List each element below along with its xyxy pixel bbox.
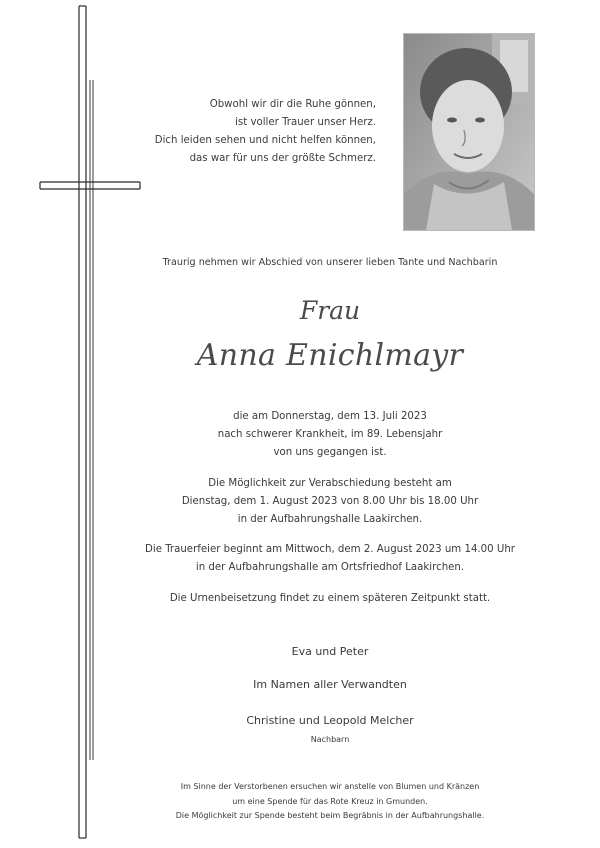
ceremony-info xyxy=(0,541,600,577)
death-notice-line: von uns gegangen ist. xyxy=(273,447,387,458)
poem xyxy=(76,96,376,168)
portrait-image xyxy=(404,34,534,230)
farewell-line: in der Aufbahrungshalle Laakirchen. xyxy=(237,514,423,525)
ceremony-line: in der Aufbahrungshalle am Ortsfriedhof Laakirchen. xyxy=(195,562,465,573)
farewell-line: Die Möglichkeit zur Verabschiedung besteht am xyxy=(208,478,452,489)
portrait-photo xyxy=(403,33,535,231)
mourner-neighbors-role: Nachbarn xyxy=(310,735,350,744)
poem-line: Obwohl wir dir die Ruhe gönnen, xyxy=(209,99,376,110)
ceremony-line: Die Trauerfeier beginnt am Mittwoch, dem 2. August 2023 um 14.00 Uhr xyxy=(145,544,515,555)
farewell-line: Dienstag, dem 1. August 2023 von 8.00 Uhr bis 18.00 Uhr xyxy=(181,496,479,507)
donation-note xyxy=(0,780,600,824)
death-notice xyxy=(0,408,600,462)
death-notice-line: die am Donnerstag, dem 13. Juli 2023 xyxy=(233,411,427,422)
footer-line: Im Sinne der Verstorbenen ersuchen wir anstelle von Blumen und Kränzen xyxy=(180,782,480,791)
farewell-info xyxy=(0,475,600,529)
urn-info: Die Urnenbeisetzung findet zu einem späteren Zeitpunkt statt. xyxy=(169,593,491,604)
footer-line: um eine Spende für das Rote Kreuz in Gmunden. xyxy=(232,796,428,806)
death-notice-line: nach schwerer Krankheit, im 89. Lebensjahr xyxy=(217,429,443,440)
deceased-name: Anna Enichlmayr xyxy=(196,338,464,373)
poem-line: das war für uns der größte Schmerz. xyxy=(189,153,376,164)
mourner-relatives: Im Namen aller Verwandten xyxy=(253,678,407,691)
footer-line: Die Möglichkeit zur Spende besteht beim Begräbnis in der Aufbahrungshalle. xyxy=(175,811,485,820)
intro-text: Traurig nehmen wir Abschied von unserer lieben Tante und Nachbarin xyxy=(162,257,498,268)
mourner-family: Eva und Peter xyxy=(291,645,369,658)
salutation: Frau xyxy=(299,296,361,325)
poem-line: Dich leiden sehen und nicht helfen können, xyxy=(154,135,376,146)
mourner-neighbors: Christine und Leopold Melcher xyxy=(246,714,414,727)
poem-line: ist voller Trauer unser Herz. xyxy=(235,117,376,128)
